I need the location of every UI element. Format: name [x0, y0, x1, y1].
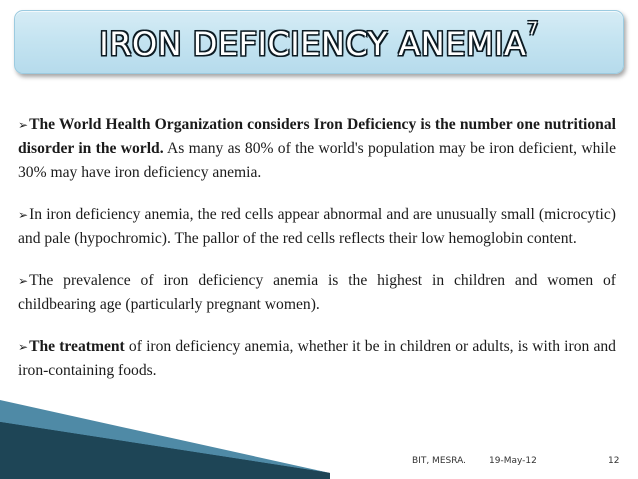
- paragraph-1-bold: The World Health Organization considers Iron Deficiency is the number one nutritional disorder in the world.: [18, 116, 616, 157]
- paragraph-4-text: of iron deficiency anemia, whether it be in children or adults, is with iron and iron-containing foods.: [18, 338, 616, 379]
- footer-page-number: 12: [608, 456, 620, 466]
- bullet-paragraph-3: [18, 269, 616, 317]
- footer-organization: BIT, MESRA.: [412, 456, 466, 466]
- arrow-bullet-icon: ➢: [18, 274, 29, 288]
- bullet-paragraph-4: [18, 335, 616, 383]
- paragraph-4-bold: The treatment: [29, 338, 125, 355]
- paragraph-2-text: In iron deficiency anemia, the red cells appear abnormal and are unusually small (microcytic) and pale (hypochromic). The pallor of the red cells reflects their low hemoglobin content.: [18, 206, 616, 247]
- arrow-bullet-icon: ➢: [18, 340, 29, 354]
- wedge-base: [0, 422, 330, 479]
- arrow-bullet-icon: ➢: [18, 118, 29, 132]
- arrow-bullet-icon: ➢: [18, 208, 29, 222]
- paragraph-1-text: As many as 80% of the world's population may be iron deficient, while 30% may have iron deficiency anemia.: [18, 140, 616, 181]
- title-banner: [14, 10, 624, 74]
- slide-body: [18, 113, 616, 401]
- slide-title: [15, 19, 623, 63]
- decorative-wedge: [0, 400, 330, 479]
- footer-date: 19-May-12: [489, 456, 537, 466]
- slide-title-text: IRON DEFICIENCY ANEMIA: [99, 25, 527, 63]
- title-citation-superscript: 7: [527, 19, 539, 39]
- paragraph-3-text: The prevalence of iron deficiency anemia is the highest in children and women of childbearing age (particularly pregnant women).: [18, 272, 616, 313]
- bullet-paragraph-2: [18, 203, 616, 251]
- bullet-paragraph-1: [18, 113, 616, 185]
